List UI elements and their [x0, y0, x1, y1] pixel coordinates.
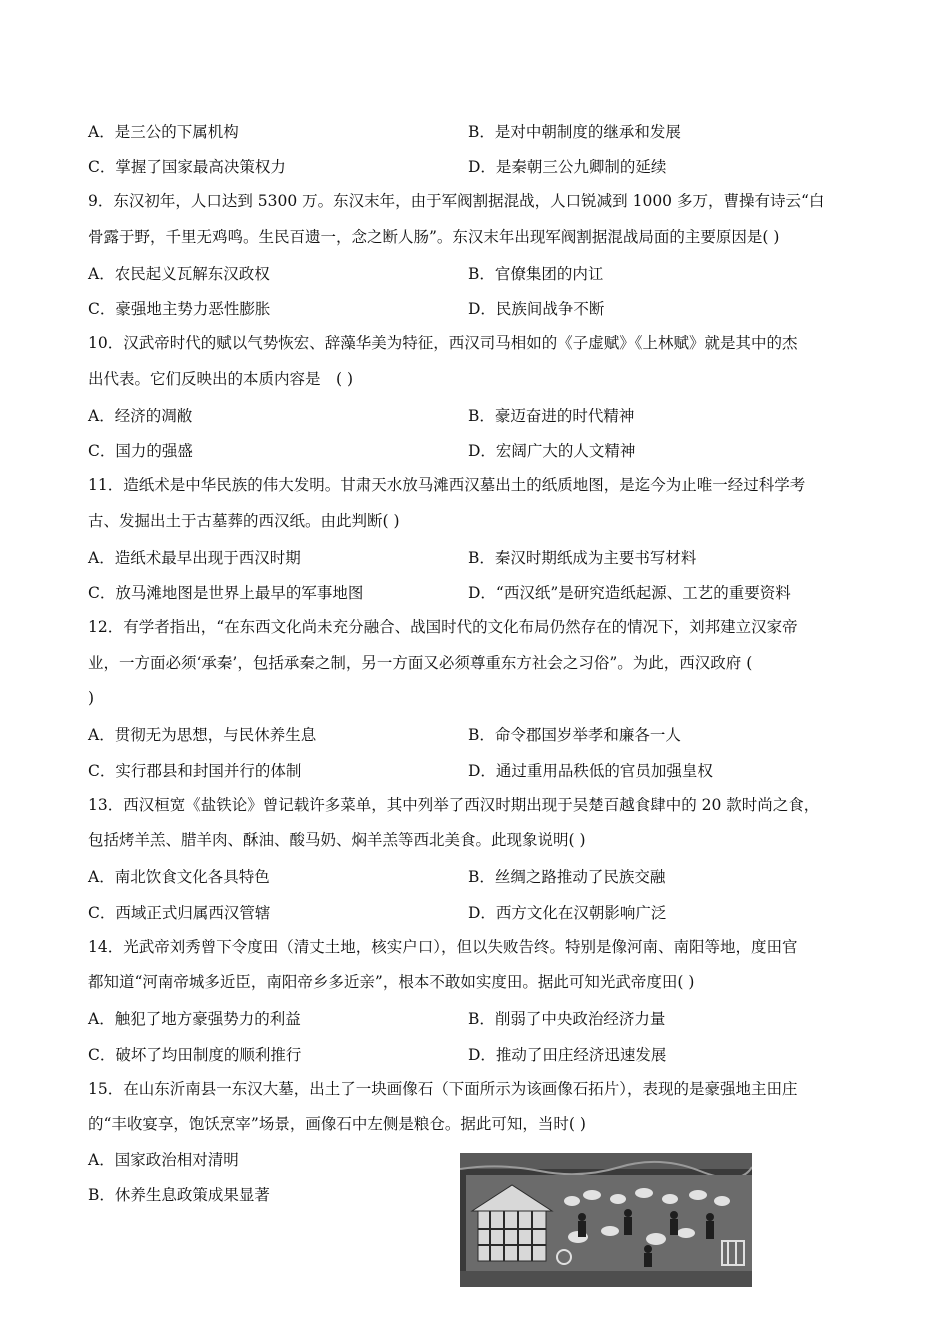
q12-options-row-2: [88, 752, 868, 788]
q11-option-c[interactable]: C．放马滩地图是世界上最早的军事地图: [88, 584, 364, 603]
q12-option-a[interactable]: A．贯彻无为思想，与民休养生息: [88, 726, 317, 745]
q11-option-b[interactable]: B．秦汉时期纸成为主要书写材料: [468, 548, 697, 567]
q9-options-row-2: [88, 291, 868, 327]
q13-options-row-2: [88, 894, 868, 930]
q8-option-a[interactable]: A．是三公的下属机构: [88, 122, 239, 141]
q8-options-row-1: [88, 113, 868, 149]
q13-option-b[interactable]: B．丝绸之路推动了民族交融: [468, 868, 666, 887]
q14-options-row-1: [88, 1001, 868, 1037]
question-13-stem-line-2: 包括烤羊羔、腊羊肉、酥油、酸马奶、焖羊羔等西北美食。此现象说明( ): [88, 831, 586, 849]
stone-relief-rubbing-image: [460, 1153, 752, 1287]
question-14: [88, 930, 868, 1001]
question-11-stem-line-2: 古、发掘出土于古墓葬的西汉纸。由此判断( ): [88, 511, 400, 530]
q14-option-b[interactable]: B．削弱了中央政治经济力量: [468, 1010, 666, 1029]
question-15: [88, 1072, 868, 1143]
q13-option-a[interactable]: A．南北饮食文化各具特色: [88, 868, 270, 887]
q13-option-c[interactable]: C．西域正式归属西汉管辖: [88, 903, 271, 922]
q8-option-b[interactable]: B．是对中朝制度的继承和发展: [468, 122, 681, 141]
question-12-stem-line-1: 12．有学者指出，“在东西文化尚未充分融合、战国时代的文化布局仍然存在的情况下，刘邦建立汉家帝: [88, 618, 798, 636]
q14-option-d[interactable]: D．推动了田庄经济迅速发展: [468, 1045, 667, 1064]
q9-option-d[interactable]: D．民族间战争不断: [468, 300, 605, 319]
q10-option-d[interactable]: D．宏阔广大的人文精神: [468, 442, 636, 461]
q9-option-c[interactable]: C．豪强地主势力恶性膨胀: [88, 300, 271, 319]
question-9: [88, 184, 868, 255]
question-10: [88, 326, 868, 397]
q11-option-a[interactable]: A．造纸术最早出现于西汉时期: [88, 548, 301, 567]
q8-option-c[interactable]: C．掌握了国家最高决策权力: [88, 158, 286, 177]
question-9-stem-line-1: 9．东汉初年，人口达到 5300 万。东汉末年，由于军阀割据混战，人口锐减到 1000 多万，曹操有诗云“白: [88, 192, 825, 210]
q11-option-d[interactable]: D．“西汉纸”是研究造纸起源、工艺的重要资料: [468, 584, 791, 603]
q10-option-b[interactable]: B．豪迈奋进的时代精神: [468, 406, 635, 425]
q8-option-d[interactable]: D．是秦朝三公九卿制的延续: [468, 158, 667, 177]
question-14-stem-line-2: 都知道“河南帝城多近臣，南阳帝乡多近亲”，根本不敢如实度田。据此可知光武帝度田( ): [88, 973, 695, 991]
q10-options-row-2: [88, 433, 868, 469]
q9-option-b[interactable]: B．官僚集团的内讧: [468, 264, 604, 283]
q10-option-c[interactable]: C．国力的强盛: [88, 442, 193, 461]
q12-option-c[interactable]: C．实行郡县和封国并行的体制: [88, 761, 302, 780]
q9-option-a[interactable]: A．农民起义瓦解东汉政权: [88, 264, 270, 283]
question-14-stem-line-1: 14．光武帝刘秀曾下令度田（清丈土地，核实户口），但以失败告终。特别是像河南、南阳等地，度田官: [88, 937, 798, 956]
question-12-stem-line-2: 业，一方面必须‘承秦’，包括承秦之制，另一方面又必须尊重东方社会之习俗”。为此，西汉政府 (: [88, 653, 753, 672]
question-10-stem-line-1: 10．汉武帝时代的赋以气势恢宏、辞藻华美为特征，西汉司马相如的《子虚赋》《上林赋》就是其中的杰: [88, 334, 798, 352]
q10-options-row-1: [88, 397, 868, 433]
q12-options-row-1: [88, 717, 868, 753]
q11-options-row-1: [88, 539, 868, 575]
q9-options-row-1: [88, 255, 868, 291]
q14-options-row-2: [88, 1036, 868, 1072]
q12-option-d[interactable]: D．通过重用品秩低的官员加强皇权: [468, 761, 713, 780]
exam-page: [88, 113, 868, 1303]
question-9-stem-line-2: 骨露于野，千里无鸡鸣。生民百遗一，念之断人肠”。东汉末年出现军阀割据混战局面的主要原因是( ): [88, 227, 780, 246]
question-15-stem-line-1: 15．在山东沂南县一东汉大墓，出土了一块画像石（下面所示为该画像石拓片），表现的是豪强地主田庄: [88, 1079, 798, 1098]
q13-options-row-1: [88, 859, 868, 895]
q10-option-a[interactable]: A．经济的凋敝: [88, 406, 193, 425]
question-15-options-and-figure: [88, 1143, 868, 1303]
q11-options-row-2: [88, 575, 868, 611]
question-13: [88, 788, 868, 859]
question-15-stem-line-2: 的“丰收宴享，饱饫烹宰”场景，画像石中左侧是粮仓。据此可知，当时( ): [88, 1115, 586, 1133]
q8-options-row-2: [88, 149, 868, 185]
q12-option-b[interactable]: B．命令郡国岁举孝和廉各一人: [468, 726, 681, 745]
q14-option-c[interactable]: C．破坏了均田制度的顺利推行: [88, 1045, 302, 1064]
question-12-stem-line-3: ): [88, 689, 95, 707]
q15-options: [88, 1143, 270, 1214]
q15-option-b[interactable]: B．休养生息政策成果显著: [88, 1186, 270, 1204]
question-13-stem-line-1: 13．西汉桓宽《盐铁论》曾记载许多菜单，其中列举了西汉时期出现于吴楚百越食肆中的 20 款时尚之食，: [88, 795, 820, 814]
question-10-stem-line-2: 出代表。它们反映出的本质内容是 ( ): [88, 369, 354, 388]
question-11: [88, 468, 868, 539]
q15-option-a[interactable]: A．国家政治相对清明: [88, 1150, 239, 1169]
q13-option-d[interactable]: D．西方文化在汉朝影响广泛: [468, 903, 667, 922]
q14-option-a[interactable]: A．触犯了地方豪强势力的利益: [88, 1010, 301, 1029]
question-12: [88, 610, 868, 717]
question-11-stem-line-1: 11．造纸术是中华民族的伟大发明。甘肃天水放马滩西汉墓出土的纸质地图，是迄今为止唯一经过科学考: [88, 476, 806, 494]
